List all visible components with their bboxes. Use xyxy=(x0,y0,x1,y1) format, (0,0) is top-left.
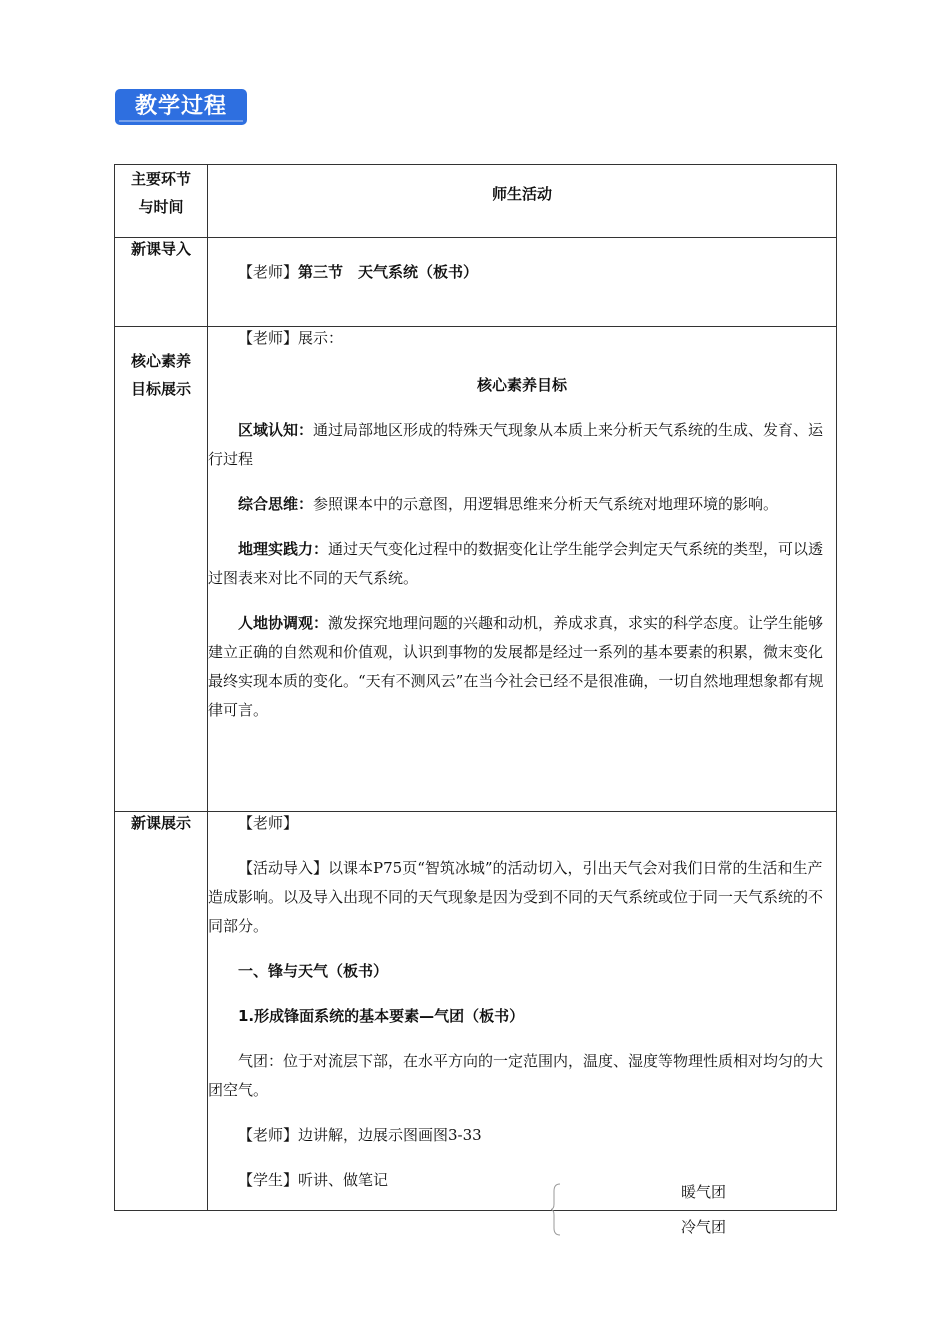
intro-label-text: 新课导入 xyxy=(130,240,191,258)
core-item-text: 通过天气变化过程中的数据变化让学生能学会判定天气系统的类型，可以透过图表来对比不同的天气系统。 xyxy=(208,540,824,587)
activity-text: 以课本P75页“智筑冰城”的活动切入，引出天气会对我们日常的生活和生产造成影响。以及导入出现不同的天气现象是因为受到不同的天气系统或位于同一天气系统的不同部分。 xyxy=(208,859,824,935)
newlesson-content xyxy=(208,812,837,1211)
core-item-text: 参照课本中的示意图，用逻辑思维来分析天气系统对地理环境的影响。 xyxy=(313,495,779,513)
intro-content xyxy=(208,238,837,327)
teacher-demo-text: 边讲解，边展示图画图3-33 xyxy=(298,1126,482,1144)
airmass-definition: 气团：位于对流层下部，在水平方向的一定范围内，温度、湿度等物理性质相对均匀的大团空气。 xyxy=(208,1052,824,1099)
core-item-region xyxy=(208,416,836,474)
core-label xyxy=(115,327,208,812)
newlesson-label-text: 新课展示 xyxy=(130,814,191,832)
core-item-term: 综合思维： xyxy=(238,495,314,513)
student-activity xyxy=(208,1166,836,1195)
header-col1-line2: 与时间 xyxy=(138,198,184,216)
intro-line xyxy=(208,238,836,287)
section-1-1-heading: 1.形成锋面系统的基本要素—气团（板书） xyxy=(238,1007,525,1025)
header-col2 xyxy=(208,165,837,238)
student-tag: 【学生】 xyxy=(238,1171,299,1189)
core-item-harmony xyxy=(208,609,836,725)
section-1-heading: 一、锋与天气（板书） xyxy=(238,962,389,980)
core-lead: 【老师】展示： xyxy=(238,329,344,347)
newlesson-label xyxy=(115,812,208,1211)
core-row xyxy=(115,327,837,812)
core-item-text: 激发探究地理问题的兴趣和动机，养成求真，求实的科学态度。让学生能够建立正确的自然观和价值观，认识到事物的发展都是经过一系列的基本要素的积累，微末变化最终实现本质的变化。“天有不测风云”在当今社会已经不是很准确，一切自然地理想象都有规律可言。 xyxy=(208,614,824,719)
section-badge: 教学过程 xyxy=(115,89,247,125)
header-col1 xyxy=(115,165,208,238)
intro-row xyxy=(115,238,837,327)
core-heading: 核心素养目标 xyxy=(476,376,567,394)
header-col1-line1: 主要环节 xyxy=(130,170,191,188)
core-item-text: 通过局部地区形成的特殊天气现象从本质上来分析天气系统的生成、发育、运行过程 xyxy=(208,421,824,468)
teacher-demo-tag: 【老师】 xyxy=(238,1126,299,1144)
core-item-thinking xyxy=(208,490,836,519)
header-col2-title: 师生活动 xyxy=(491,185,552,203)
lesson-table xyxy=(114,164,837,1211)
intro-title: 第三节 天气系统（板书） xyxy=(298,263,479,281)
brace-icon xyxy=(551,1183,561,1236)
teacher-demo xyxy=(208,1121,836,1150)
newlesson-teacher: 【老师】 xyxy=(238,814,299,832)
table-header-row xyxy=(115,165,837,238)
core-item-practice xyxy=(208,535,836,593)
activity-tag: 【活动导入】 xyxy=(238,859,329,877)
core-label-line1: 核心素养 xyxy=(130,352,191,370)
cold-airmass-label: 冷气团 xyxy=(681,1218,727,1236)
newlesson-activity xyxy=(208,854,836,941)
student-text: 听讲、做笔记 xyxy=(298,1171,389,1189)
warm-airmass-label: 暖气团 xyxy=(681,1183,727,1201)
core-item-term: 地理实践力： xyxy=(238,540,329,558)
core-item-term: 人地协调观： xyxy=(238,614,329,632)
core-item-term: 区域认知： xyxy=(238,421,314,439)
intro-teacher-tag: 【老师】 xyxy=(238,263,299,281)
intro-label xyxy=(115,238,208,327)
core-label-line2: 目标展示 xyxy=(130,380,191,398)
newlesson-row xyxy=(115,812,837,1211)
core-content xyxy=(208,327,837,812)
